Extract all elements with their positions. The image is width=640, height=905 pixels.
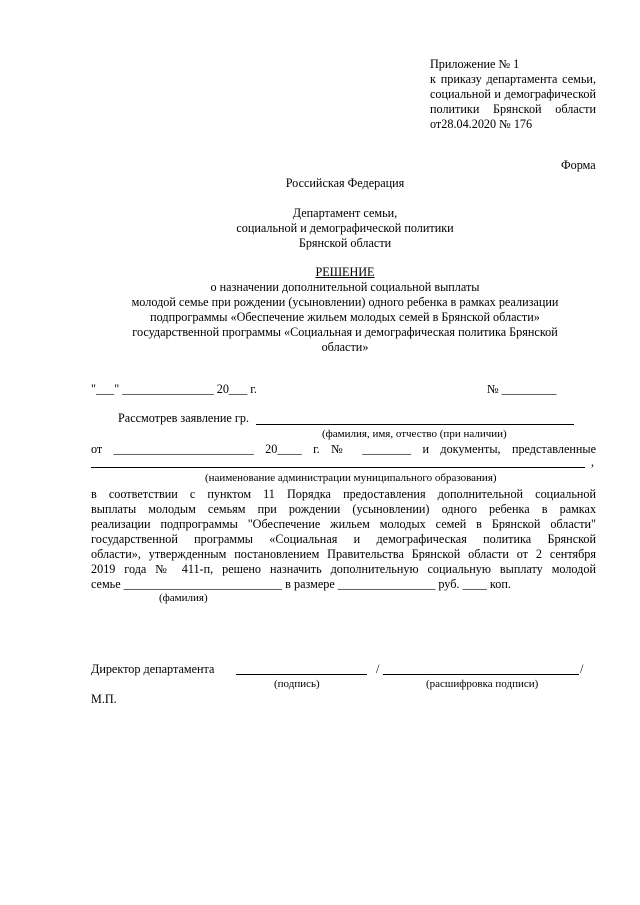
country-name: Российская Федерация	[285, 176, 405, 190]
department-line: Брянской области	[298, 236, 392, 250]
form-label: Форма	[561, 158, 596, 172]
title-line: о назначении дополнительной социальной выплаты	[210, 280, 480, 294]
appendix-line: политики Брянской области	[430, 102, 596, 116]
department-line: Департамент семьи,	[292, 206, 398, 220]
admin-hint: (наименование администрации муниципального образования)	[205, 472, 497, 484]
slash-separator: /	[376, 662, 380, 676]
title-line: молодой семье при рождении (усыновлении) одного ребенка в рамках реализации	[131, 295, 559, 309]
signature-decode-field[interactable]	[383, 674, 579, 675]
slash-separator: /	[580, 662, 584, 676]
administration-name-field[interactable]	[91, 467, 585, 468]
title-line: государственной программы «Социальная и демографическая политика Брянской	[132, 325, 558, 339]
fio-hint: (фамилия, имя, отчество (при наличии)	[322, 428, 507, 440]
from-line: от _______________________ 20____ г. № ________ и документы, представленные	[91, 442, 597, 456]
considered-label: Рассмотрев заявление гр.	[118, 411, 249, 425]
document-title: РЕШЕНИЕ	[315, 265, 375, 279]
decode-hint: (расшифровка подписи)	[426, 678, 539, 690]
appendix-line: социальной и демографической	[430, 87, 596, 101]
paragraph-line: реализации подпрограммы "Обеспечение жильем молодых семей в Брянской области"	[91, 517, 597, 531]
title-line: подпрограммы «Обеспечение жильем молодых семей в Брянской области»	[150, 310, 540, 324]
appendix-line: к приказу департамента семьи,	[430, 72, 596, 86]
paragraph-line: выплаты молодым семьям при рождении (усыновлении) одного ребенка в рамках	[91, 502, 597, 516]
appendix-order-date: от28.04.2020 № 176	[430, 117, 533, 131]
appendix-title: Приложение № 1	[430, 57, 520, 71]
paragraph-line: 2019 года № 411-п, решено назначить дополнительную социальную выплату молодой	[91, 562, 596, 576]
applicant-name-field[interactable]	[256, 424, 574, 425]
paragraph-line: государственной программы «Социальная и демографическая политика Брянской	[91, 532, 597, 546]
paragraph-line: в соответствии с пунктом 11 Порядка предоставления дополнительной социальной	[91, 487, 597, 501]
department-line: социальной и демографической политики	[236, 221, 454, 235]
date-field[interactable]: "___" _______________ 20___ г.	[91, 382, 257, 396]
surname-hint: (фамилия)	[159, 592, 208, 604]
signature-field[interactable]	[236, 674, 367, 675]
decision-number-field[interactable]: № _________	[487, 382, 557, 396]
director-role: Директор департамента	[91, 662, 215, 676]
seal-place: М.П.	[91, 692, 117, 706]
title-line: области»	[321, 340, 369, 354]
paragraph-line: области», утвержденным постановлением Правительства Брянской области от 2 сентября	[91, 547, 596, 561]
signature-hint: (подпись)	[274, 678, 320, 690]
comma: ,	[591, 455, 595, 469]
payment-amount-line[interactable]: семье __________________________ в размере ________________ руб. ____ коп.	[91, 577, 511, 591]
